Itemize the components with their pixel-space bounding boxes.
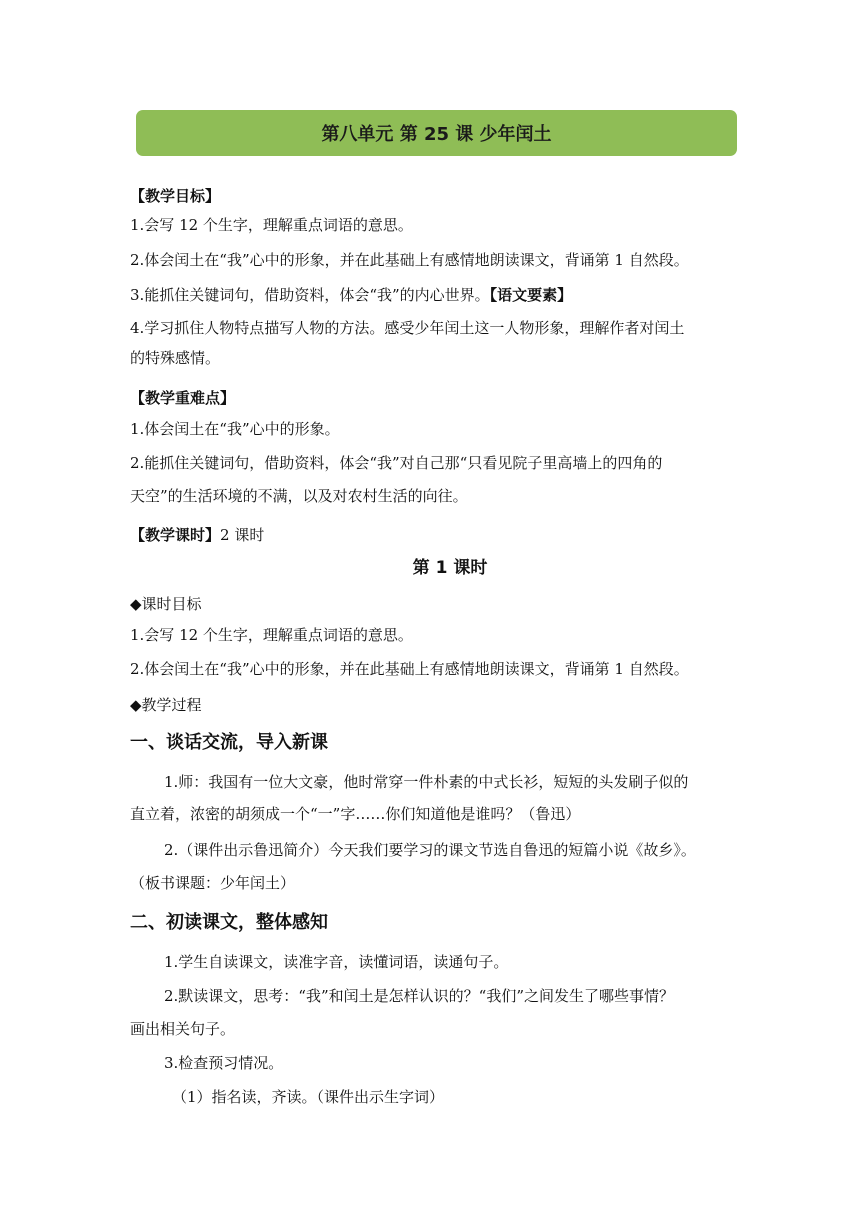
lesson-goal-heading: ◆课时目标 [130,595,202,613]
objective-item: 1.会写 12 个生字，理解重点词语的意思。 [130,216,413,234]
difficulty-item: 1.体会闰土在“我”心中的形象。 [130,420,340,438]
section2-line: 3.检查预习情况。 [164,1054,284,1072]
section1-line: 1.师：我国有一位大文豪，他时常穿一件朴素的中式长衫，短短的头发刷子似的 [164,773,689,791]
objective-item: 2.体会闰土在“我”心中的形象，并在此基础上有感情地朗读课文，背诵第 1 自然段。 [130,251,689,269]
class-hours [130,525,264,545]
section1-line: （板书课题：少年闰土） [130,874,296,892]
difficulty-item-cont: 天空”的生活环境的不满，以及对农村生活的向往。 [130,487,468,505]
lesson-goal-item: 1.会写 12 个生字，理解重点词语的意思。 [130,626,413,644]
lesson-title: 第八单元 第 25 课 少年闰土 [321,124,552,145]
language-element-tag: 【语文要素】 [489,286,573,304]
objective-item: 4.学习抓住人物特点描写人物的方法。感受少年闰土这一人物形象，理解作者对闰土 [130,319,685,337]
section2-line: 1.学生自读课文，读准字音，读懂词语，读通句子。 [164,953,509,971]
class-hours-heading: 【教学课时】 [130,526,221,544]
process-heading: ◆教学过程 [130,696,202,714]
class-hours-value: 2 课时 [220,526,265,544]
section2-line: 画出相关句子。 [130,1020,236,1038]
section2-line: 2.默读课文，思考：“我”和闰土是怎样认识的？“我们”之间发生了哪些事情？ [164,987,674,1005]
lesson1-title: 第 1 课时 [412,558,488,578]
section2-heading: 二、初读课文，整体感知 [130,912,328,933]
objective-item-cont: 的特殊感情。 [130,349,221,367]
section1-heading: 一、谈话交流，导入新课 [130,732,328,753]
lesson-title-banner [136,110,737,156]
difficulties-heading: 【教学重难点】 [130,389,236,407]
objective-item: 3.能抓住关键词句，借助资料，体会“我”的内心世界。【语文要素】 [130,286,573,304]
section1-line: 2.（课件出示鲁迅简介）今天我们要学习的课文节选自鲁迅的短篇小说《故乡》。 [164,841,696,859]
difficulty-item: 2.能抓住关键词句，借助资料，体会“我”对自己那“只看见院子里高墙上的四角的 [130,454,663,472]
section1-line: 直立着，浓密的胡须成一个“一”字……你们知道他是谁吗？（鲁迅） [130,805,581,823]
section2-line: （1）指名读，齐读。（课件出示生字词） [172,1088,445,1106]
lesson-goal-item: 2.体会闰土在“我”心中的形象，并在此基础上有感情地朗读课文，背诵第 1 自然段。 [130,660,689,678]
objectives-heading: 【教学目标】 [130,187,221,205]
